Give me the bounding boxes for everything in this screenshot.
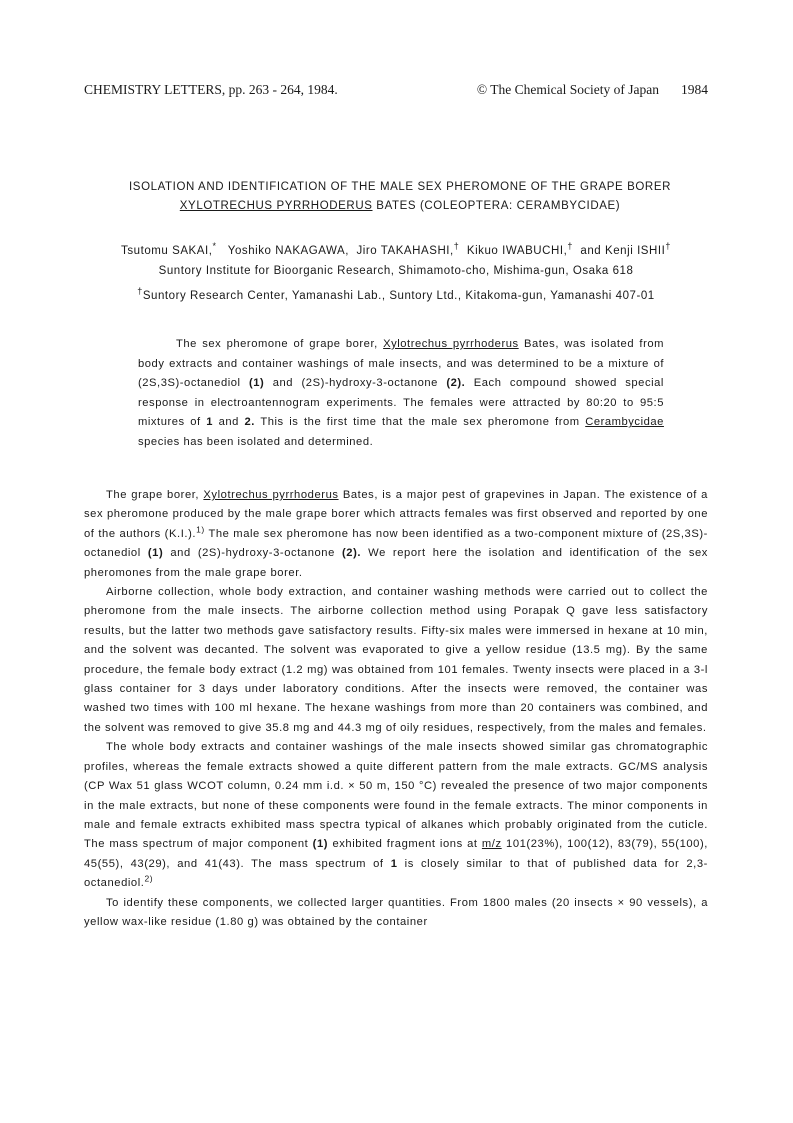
species-name: Xylotrechus pyrrhoderus bbox=[203, 489, 339, 501]
abstract-text: Each compound showed special response in electroantennogram experiments. The females were attracted by 80:20 to 95:5 mixtures of bbox=[138, 377, 664, 429]
author-list bbox=[40, 236, 752, 261]
abstract-family: Cerambycidae bbox=[585, 416, 664, 429]
title-species: XYLOTRECHUS PYRRHODERUS bbox=[179, 200, 373, 212]
paragraph bbox=[84, 486, 708, 583]
abstract-text: Bates, was isolated from body extracts and container washings of male insects, and was determined to be a mixture of (2S,3S)-octanediol bbox=[138, 338, 664, 390]
reference-mark: 1) bbox=[196, 524, 205, 535]
affiliation-2: Suntory Research Center, Yamanashi Lab., Suntory Ltd., Kitakoma-gun, Yamanashi 407-01 bbox=[142, 289, 655, 302]
compound-label: 1 bbox=[206, 416, 214, 429]
journal-citation bbox=[84, 82, 338, 98]
journal-name: CHEMISTRY LETTERS, bbox=[84, 82, 226, 97]
author-ishii: Kenji ISHII bbox=[605, 244, 666, 257]
title-line-1: ISOLATION AND IDENTIFICATION OF THE MALE SEX PHEROMONE OF THE GRAPE BORER bbox=[129, 181, 671, 193]
paper-title bbox=[60, 178, 740, 216]
author-iwabuchi: Kikuo IWABUCHI, bbox=[466, 244, 568, 257]
abstract bbox=[138, 335, 664, 453]
text-run: exhibited fragment ions at bbox=[332, 838, 478, 851]
compound-label: (1) bbox=[147, 547, 164, 560]
paragraph: To identify these components, we collected larger quantities. From 1800 males (20 insects × 90 vessels), a yellow wax-like residue (1.80 g) was obtained by the container bbox=[84, 896, 708, 928]
compound-label: (1) bbox=[312, 838, 329, 851]
text-run: The whole body extracts and container washings of the male insects showed similar gas chromatographic profiles, whereas the female extracts showed a quite different pattern from the male extracts. GC/MS analysis (CP Wax 51 glass WCOT column, 0.24 mm i.d. × 50 m, 150 °C) revealed the presence of two major components in the male extracts, but none of these components were found in the female extracts. The minor components in male and female extracts exhibited mass spectra typical of alkanes which probably originated from the cuticle. The mass spectrum of major component bbox=[84, 741, 708, 851]
abstract-text: This is the first time that the male sex pheromone from bbox=[260, 416, 580, 429]
copyright-notice bbox=[477, 82, 708, 98]
paragraph: Airborne collection, whole body extraction, and container washing methods were carried out to collect the pheromone from the male insects. The airborne collection method using Porapak Q gave less satisfactory results, but the latter two methods gave satisfactory results. Fifty-six males were immersed in hexane at 10 min, and the solvent was decanted. The solvent was evaporated to give a yellow residue (13.5 mg). By the same procedure, the female body extract (1.2 mg) was obtained from 101 females. Twenty insects were placed in a 3-l glass container for 3 days under laboratory conditions. After the insects were removed, the container was washed two times with 100 ml hexane. The hexane washings from more than 20 containers was combined, and the solvent was removed to give 35.8 mg and 44.3 mg of oily residues, respectively, from the males and females. bbox=[84, 586, 708, 734]
compound-label: (1) bbox=[249, 377, 265, 390]
compound-label: (2). bbox=[446, 377, 466, 390]
running-header bbox=[84, 82, 708, 102]
abstract-text: The sex pheromone of grape borer, bbox=[176, 338, 378, 350]
dagger-mark: † bbox=[665, 241, 671, 251]
mz-label: m/z bbox=[481, 838, 502, 851]
title-line-2-rest: BATES (COLEOPTERA: CERAMBYCIDAE) bbox=[372, 200, 621, 212]
affiliation-2-line bbox=[40, 281, 752, 306]
reference-mark: 2) bbox=[144, 873, 154, 884]
abstract-text: species has been isolated and determined. bbox=[138, 435, 374, 448]
compound-label: 2. bbox=[244, 416, 255, 429]
abstract-text: and (2S)-hydroxy-3-octanone bbox=[272, 377, 438, 390]
title-line-2 bbox=[60, 197, 740, 216]
compound-label: 1 bbox=[390, 857, 398, 870]
text-run: The male sex pheromone has now been identified as a two-component mixture of (2S,3S)-octanediol bbox=[84, 527, 708, 560]
author-and: and bbox=[580, 244, 602, 257]
paragraph bbox=[84, 738, 708, 893]
compound-label: (2). bbox=[341, 547, 362, 560]
dagger-mark: † bbox=[137, 285, 143, 296]
text-run: 101(23%), 100(12), 83(79), 55(100), 45(55), 43(29), and 41(43). The mass spectrum of bbox=[84, 838, 708, 870]
main-text bbox=[84, 486, 708, 932]
text-run: and (2S)-hydroxy-3-octanone bbox=[170, 547, 335, 560]
text-run: We report here the isolation and identification of the sex pheromones from the male grape borer. bbox=[84, 547, 708, 579]
text-run: Bates, is a major pest of grapevines in Japan. The existence of a sex pheromone produced by the male grape borer which attracts females was first observed and reported by one of the authors (K.I.). bbox=[84, 489, 708, 540]
author-sakai: Tsutomu SAKAI, bbox=[121, 244, 213, 257]
author-block bbox=[40, 236, 752, 306]
author-nakagawa: Yoshiko NAKAGAWA, bbox=[227, 244, 349, 257]
author-takahashi: Jiro TAKAHASHI, bbox=[356, 244, 454, 257]
text-run: is closely similar to that of published data for 2,3-octanediol. bbox=[84, 857, 708, 890]
dagger-mark: † bbox=[567, 241, 573, 251]
copyright-text: © The Chemical Society of Japan bbox=[476, 82, 659, 97]
abstract-text: and bbox=[218, 416, 239, 429]
affiliation-1: Suntory Institute for Bioorganic Research, Shimamoto-cho, Mishima-gun, Osaka 618 bbox=[158, 264, 634, 277]
dagger-mark: † bbox=[453, 241, 460, 251]
copyright-year: 1984 bbox=[681, 82, 708, 97]
abstract-species: Xylotrechus pyrrhoderus bbox=[383, 338, 519, 350]
journal-pages: pp. 263 - 264, 1984. bbox=[228, 82, 338, 97]
corresponding-mark: * bbox=[212, 241, 217, 251]
text-run: The grape borer, bbox=[106, 489, 200, 501]
